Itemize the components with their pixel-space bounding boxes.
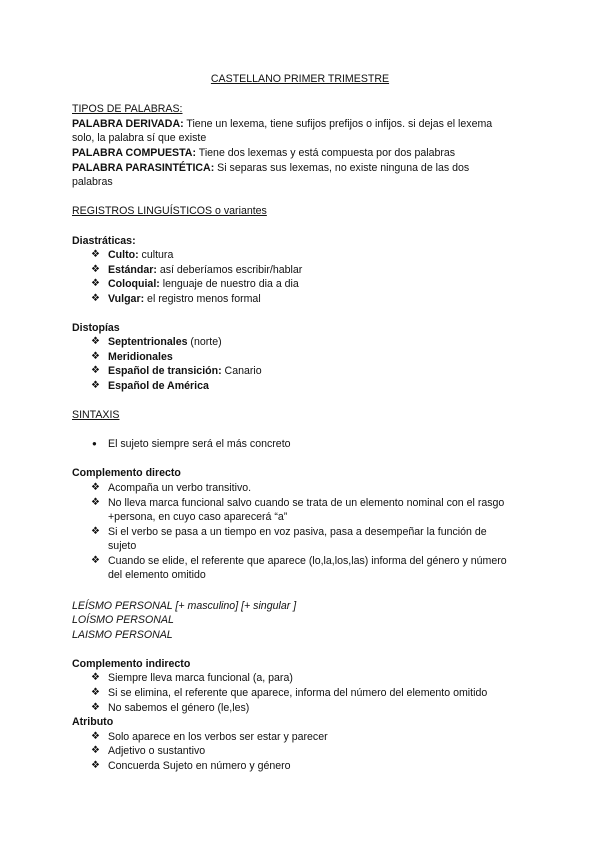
item-label: Español de transición:	[108, 365, 222, 377]
list-item	[108, 263, 302, 277]
derivada-line-2: solo, la palabra sí que existe	[72, 132, 207, 144]
ci-heading: Complemento indirecto	[72, 658, 191, 670]
diamond-bullet-icon: ❖	[91, 687, 100, 698]
diamond-bullet-icon: ❖	[91, 293, 100, 304]
atributo-heading: Atributo	[72, 716, 114, 728]
item-text: cultura	[138, 249, 174, 261]
item-text: así deberíamos escribir/hablar	[156, 264, 303, 276]
ci-item: No sabemos el género (le,les)	[108, 702, 250, 714]
list-item	[108, 364, 262, 378]
diamond-bullet-icon: ❖	[91, 365, 100, 376]
item-text: Canario	[221, 365, 262, 377]
item-text: lenguaje de nuestro dia a dia	[159, 278, 299, 290]
diamond-bullet-icon: ❖	[91, 249, 100, 260]
derivada-text: Tiene un lexema, tiene sufijos prefijos o infijos. si dejas el lexema	[183, 118, 493, 130]
cd-item: Acompaña un verbo transitivo.	[108, 482, 252, 494]
diamond-bullet-icon: ❖	[91, 336, 100, 347]
parasintetica-line-2: palabras	[72, 176, 113, 188]
leismo-line: LEÍSMO PERSONAL [+ masculino] [+ singular ]	[72, 600, 297, 612]
diamond-bullet-icon: ❖	[91, 672, 100, 683]
cd-item: Si el verbo se pasa a un tiempo en voz pasiva, pasa a desempeñar la función de	[108, 526, 487, 538]
parasintetica-label: PALABRA PARASINTÉTICA:	[72, 162, 215, 174]
document-title: CASTELLANO PRIMER TRIMESTRE	[210, 73, 390, 85]
list-item: Meridionales	[108, 351, 173, 363]
diamond-bullet-icon: ❖	[91, 702, 100, 713]
list-item	[108, 248, 173, 262]
cd-item: No lleva marca funcional salvo cuando se trata de un elemento nominal con el rasgo	[108, 497, 505, 509]
item-text: (norte)	[187, 336, 222, 348]
compuesta-text: Tiene dos lexemas y está compuesta por dos palabras	[195, 147, 456, 159]
list-item: Español de América	[108, 380, 209, 392]
distopias-heading: Distopías	[72, 322, 120, 334]
diamond-bullet-icon: ❖	[91, 264, 100, 275]
cd-item: Cuando se elide, el referente que aparece (lo,la,los,las) informa del género y número	[108, 555, 507, 567]
loismo-line: LOÍSMO PERSONAL	[72, 614, 174, 626]
ci-item: Siempre lleva marca funcional (a, para)	[108, 672, 293, 684]
item-text: el registro menos formal	[144, 293, 261, 305]
item-label: Septentrionales	[108, 336, 188, 348]
diamond-bullet-icon: ❖	[91, 380, 100, 391]
laismo-line: LAISMO PERSONAL	[72, 629, 173, 641]
diastraticas-heading: Diastráticas:	[72, 235, 136, 247]
parasintetica-text: Si separas sus lexemas, no existe ninguna de las dos	[214, 162, 470, 174]
diamond-bullet-icon: ❖	[91, 497, 100, 508]
cd-item-cont: sujeto	[108, 540, 137, 552]
compuesta-line	[72, 146, 455, 160]
ci-item: Si se elimina, el referente que aparece, informa del número del elemento omitido	[108, 687, 488, 699]
derivada-label: PALABRA DERIVADA:	[72, 118, 184, 130]
diamond-bullet-icon: ❖	[91, 555, 100, 566]
item-label: Culto:	[108, 249, 139, 261]
diamond-bullet-icon: ❖	[91, 731, 100, 742]
parasintetica-line	[72, 161, 469, 175]
diamond-bullet-icon: ❖	[91, 278, 100, 289]
registros-heading: REGISTROS LINGUÍSTICOS o variantes	[72, 205, 267, 217]
dot-bullet-icon: ●	[92, 439, 97, 448]
item-label: Coloquial:	[108, 278, 160, 290]
list-item	[108, 277, 299, 291]
atributo-item: Adjetivo o sustantivo	[108, 745, 206, 757]
compuesta-label: PALABRA COMPUESTA:	[72, 147, 196, 159]
atributo-item: Solo aparece en los verbos ser estar y parecer	[108, 731, 328, 743]
diamond-bullet-icon: ❖	[91, 760, 100, 771]
list-item	[108, 335, 222, 349]
sintaxis-heading: SINTAXIS	[72, 409, 120, 421]
atributo-item: Concuerda Sujeto en número y género	[108, 760, 291, 772]
item-label: Vulgar:	[108, 293, 145, 305]
cd-heading: Complemento directo	[72, 467, 181, 479]
cd-item-cont: del elemento omitido	[108, 569, 206, 581]
item-label: Estándar:	[108, 264, 157, 276]
diamond-bullet-icon: ❖	[91, 526, 100, 537]
diamond-bullet-icon: ❖	[91, 482, 100, 493]
derivada-line	[72, 117, 492, 131]
sintaxis-point: El sujeto siempre será el más concreto	[108, 438, 291, 450]
diamond-bullet-icon: ❖	[91, 745, 100, 756]
diamond-bullet-icon: ❖	[91, 351, 100, 362]
list-item	[108, 292, 261, 306]
cd-item-cont: +persona, en cuyo caso aparecerá “a”	[108, 511, 288, 523]
tipos-heading: TIPOS DE PALABRAS:	[72, 103, 183, 115]
